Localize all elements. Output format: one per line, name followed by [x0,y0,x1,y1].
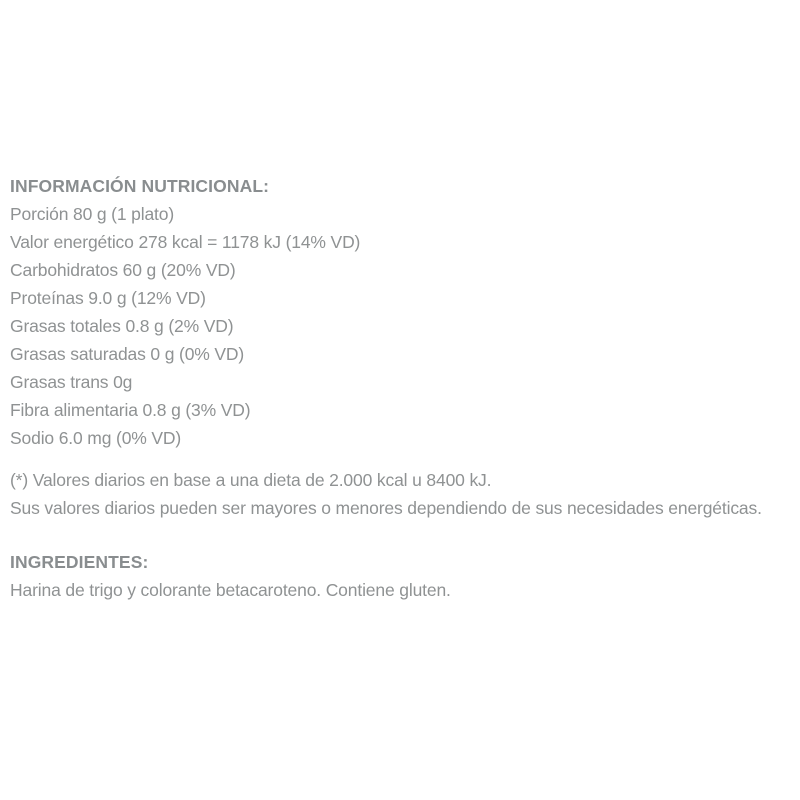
nutrition-facts-section [10,172,790,452]
ingredients-section [10,548,790,604]
nutrition-row: Carbohidratos 60 g (20% VD) [10,260,236,280]
ingredients-text: Harina de trigo y colorante betacaroteno. Contiene gluten. [10,580,451,600]
nutrition-facts-rows [10,200,790,452]
nutrition-row: Sodio 6.0 mg (0% VD) [10,428,182,448]
nutrition-row: Proteínas 9.0 g (12% VD) [10,288,206,308]
nutrition-row: Grasas totales 0.8 g (2% VD) [10,316,234,336]
nutrition-label [10,172,790,604]
nutrition-row: Fibra alimentaria 0.8 g (3% VD) [10,400,251,420]
daily-values-footnote [10,466,790,522]
ingredients-title: INGREDIENTES: [10,552,149,572]
nutrition-row: Porción 80 g (1 plato) [10,204,175,224]
nutrition-row: Valor energético 278 kcal = 1178 kJ (14% VD) [10,232,361,252]
nutrition-row: Grasas saturadas 0 g (0% VD) [10,344,245,364]
footnote-line: Sus valores diarios pueden ser mayores o menores dependiendo de sus necesidades energéticas. [10,498,762,518]
footnote-line: (*) Valores diarios en base a una dieta de 2.000 kcal u 8400 kJ. [10,470,492,490]
nutrition-facts-title: INFORMACIÓN NUTRICIONAL: [10,176,270,196]
nutrition-row: Grasas trans 0g [10,372,133,392]
